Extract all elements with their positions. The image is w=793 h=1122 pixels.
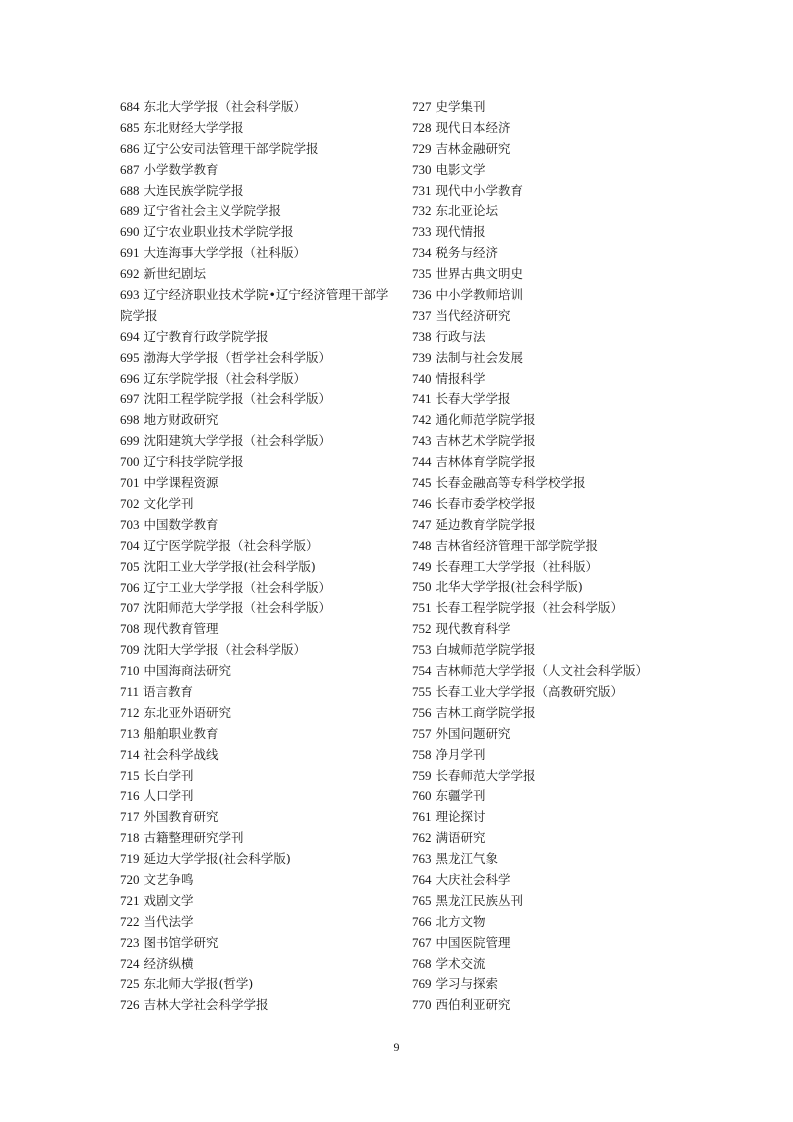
entry-number: 767 <box>412 934 432 950</box>
journal-title: 沈阳工业大学学报(社会科学版) <box>143 558 316 574</box>
journal-title: 大连民族学院学报 <box>143 182 244 198</box>
entry-number: 742 <box>412 412 432 428</box>
journal-entry <box>412 724 702 745</box>
entry-number: 689 <box>120 203 140 219</box>
journal-title: 法制与社会发展 <box>435 349 524 365</box>
journal-entry <box>412 327 702 348</box>
entry-number: 766 <box>412 913 432 929</box>
entry-number: 725 <box>120 976 140 992</box>
journal-title: 外国问题研究 <box>435 725 511 741</box>
journal-entry <box>412 640 702 661</box>
entry-number: 714 <box>120 746 140 762</box>
entry-number: 763 <box>412 851 432 867</box>
journal-entry <box>120 995 400 1016</box>
journal-title: 戏剧文学 <box>143 892 194 908</box>
entry-number: 769 <box>412 976 432 992</box>
journal-entry <box>412 389 702 410</box>
entry-number: 751 <box>412 600 432 616</box>
journal-entry <box>120 724 400 745</box>
journal-entry <box>412 160 702 181</box>
entry-number: 750 <box>412 579 432 595</box>
journal-entry <box>120 661 400 682</box>
journal-title: 通化师范学院学报 <box>435 412 536 428</box>
entry-number: 733 <box>412 224 432 240</box>
entry-number: 749 <box>412 558 432 574</box>
journal-entry <box>412 849 702 870</box>
journal-entry <box>412 410 702 431</box>
journal-entry <box>412 995 702 1016</box>
journal-title: 学术交流 <box>435 955 486 971</box>
journal-entry <box>120 389 400 410</box>
journal-entry <box>412 536 702 557</box>
journal-title: 吉林体育学院学报 <box>435 454 536 470</box>
journal-entry <box>412 912 702 933</box>
journal-entry <box>412 891 702 912</box>
journal-title: 长春理工大学学报（社科版） <box>435 558 599 574</box>
entry-number: 697 <box>120 391 140 407</box>
entry-number: 707 <box>120 600 140 616</box>
journal-entry <box>412 473 702 494</box>
journal-entry <box>120 703 400 724</box>
journal-title: 现代教育科学 <box>435 621 511 637</box>
entry-number: 748 <box>412 537 432 553</box>
journal-title: 长春市委学校学报 <box>435 495 536 511</box>
entry-number: 741 <box>412 391 432 407</box>
journal-title: 船舶职业教育 <box>143 725 219 741</box>
journal-title: 中国海商法研究 <box>143 663 232 679</box>
journal-entry <box>120 452 400 473</box>
journal-entry <box>120 954 400 975</box>
journal-title: 沈阳工程学院学报（社会科学版） <box>143 391 332 407</box>
entry-number: 761 <box>412 809 432 825</box>
journal-title: 学习与探索 <box>435 976 499 992</box>
journal-title: 东北亚外语研究 <box>143 704 232 720</box>
entry-number: 698 <box>120 412 140 428</box>
journal-entry <box>120 578 400 599</box>
journal-entry <box>120 264 400 285</box>
journal-entry <box>120 118 400 139</box>
journal-title: 理论探讨 <box>435 809 486 825</box>
journal-entry <box>120 598 400 619</box>
journal-title: 北方文物 <box>435 913 486 929</box>
journal-title: 净月学刊 <box>435 746 486 762</box>
journal-title: 世界古典文明史 <box>435 266 524 282</box>
journal-entry <box>120 139 400 160</box>
journal-title: 长春师范大学学报 <box>435 767 536 783</box>
entry-number: 693 <box>120 287 140 303</box>
entry-number: 762 <box>412 830 432 846</box>
entry-number: 743 <box>412 433 432 449</box>
entry-number: 688 <box>120 182 140 198</box>
journal-title: 图书馆学研究 <box>143 934 219 950</box>
journal-title: 现代教育管理 <box>143 621 219 637</box>
journal-title: 电影文学 <box>435 161 486 177</box>
journal-entry <box>412 243 702 264</box>
journal-title: 大连海事大学学报（社科版） <box>143 245 307 261</box>
journal-entry <box>120 912 400 933</box>
entry-number: 722 <box>120 913 140 929</box>
entry-number: 699 <box>120 433 140 449</box>
journal-title: 古籍整理研究学刊 <box>143 830 244 846</box>
entry-number: 757 <box>412 725 432 741</box>
journal-title: 行政与法 <box>435 328 486 344</box>
journal-entry <box>412 118 702 139</box>
journal-entry <box>412 682 702 703</box>
entry-number: 768 <box>412 955 432 971</box>
entry-number: 723 <box>120 934 140 950</box>
journal-title: 辽宁农业职业技术学院学报 <box>143 224 294 240</box>
entry-number: 710 <box>120 663 140 679</box>
journal-title: 延边教育学院学报 <box>435 516 536 532</box>
journal-entry <box>120 807 400 828</box>
journal-entry <box>412 786 702 807</box>
entry-number: 724 <box>120 955 140 971</box>
journal-title: 沈阳师范大学学报（社会科学版） <box>143 600 332 616</box>
journal-title: 现代日本经济 <box>435 119 511 135</box>
journal-title: 满语研究 <box>435 830 486 846</box>
journal-entry <box>412 97 702 118</box>
journal-entry <box>412 703 702 724</box>
entry-number: 737 <box>412 307 432 323</box>
entry-number: 719 <box>120 851 140 867</box>
journal-title: 渤海大学学报（哲学社会科学版） <box>143 349 332 365</box>
journal-entry <box>120 974 400 995</box>
journal-title: 地方财政研究 <box>143 412 219 428</box>
journal-entry <box>120 222 400 243</box>
entry-number: 770 <box>412 997 432 1013</box>
journal-entry <box>412 306 702 327</box>
journal-title: 语言教育 <box>143 683 194 699</box>
journal-title: 中国医院管理 <box>435 934 511 950</box>
journal-title: 税务与经济 <box>435 245 499 261</box>
journal-title: 辽宁经济职业技术学院•辽宁经济管理干部学院学报 <box>120 287 389 323</box>
entry-number: 706 <box>120 579 140 595</box>
journal-title: 史学集刊 <box>435 99 486 114</box>
journal-entry <box>120 682 400 703</box>
entry-number: 720 <box>120 871 140 887</box>
journal-entry <box>412 515 702 536</box>
journal-title: 中学课程资源 <box>143 475 219 491</box>
entry-number: 708 <box>120 621 140 637</box>
journal-title: 西伯利亚研究 <box>435 997 511 1013</box>
journal-title: 中国数学教育 <box>143 516 219 532</box>
journal-entry <box>412 954 702 975</box>
journal-entry <box>412 431 702 452</box>
entry-number: 753 <box>412 642 432 658</box>
journal-entry <box>120 849 400 870</box>
journal-title: 黑龙江气象 <box>435 851 499 867</box>
journal-entry <box>412 870 702 891</box>
journal-title: 大庆社会科学 <box>435 871 511 887</box>
entry-number: 730 <box>412 161 432 177</box>
journal-title: 吉林工商学院学报 <box>435 704 536 720</box>
journal-entry <box>120 515 400 536</box>
journal-entry <box>412 222 702 243</box>
entry-number: 744 <box>412 454 432 470</box>
journal-title: 长春工程学院学报（社会科学版） <box>435 600 624 616</box>
journal-title: 沈阳大学学报（社会科学版） <box>143 642 307 658</box>
entry-number: 732 <box>412 203 432 219</box>
entry-number: 684 <box>120 99 140 114</box>
entry-number: 711 <box>120 683 140 699</box>
journal-entry <box>120 745 400 766</box>
entry-number: 755 <box>412 683 432 699</box>
journal-title: 吉林省经济管理干部学院学报 <box>435 537 599 553</box>
journal-entry <box>412 494 702 515</box>
journal-entry <box>120 410 400 431</box>
journal-entry <box>120 766 400 787</box>
entry-number: 690 <box>120 224 140 240</box>
journal-title: 长春工业大学学报（高教研究版） <box>435 683 624 699</box>
journal-entry <box>120 285 400 327</box>
entry-number: 734 <box>412 245 432 261</box>
journal-entry <box>120 786 400 807</box>
journal-title: 吉林大学社会科学学报 <box>143 997 269 1013</box>
journal-entry <box>120 97 400 118</box>
entry-number: 685 <box>120 119 140 135</box>
entry-number: 687 <box>120 161 140 177</box>
entry-number: 692 <box>120 266 140 282</box>
journal-title: 辽宁公安司法管理干部学院学报 <box>143 140 319 156</box>
journal-entry <box>412 577 702 598</box>
journal-title: 东北亚论坛 <box>435 203 499 219</box>
journal-entry <box>120 640 400 661</box>
journal-title: 小学数学教育 <box>143 161 219 177</box>
journal-entry <box>412 745 702 766</box>
entry-number: 696 <box>120 370 140 386</box>
entry-number: 716 <box>120 788 140 804</box>
journal-title: 长春大学学报 <box>435 391 511 407</box>
entry-number: 765 <box>412 892 432 908</box>
entry-number: 694 <box>120 328 140 344</box>
journal-title: 东北师大学报(哲学) <box>143 976 254 992</box>
entry-number: 705 <box>120 558 140 574</box>
journal-title: 当代经济研究 <box>435 307 511 323</box>
journal-entry <box>412 285 702 306</box>
entry-number: 735 <box>412 266 432 282</box>
entry-number: 703 <box>120 516 140 532</box>
journal-title: 辽宁医学院学报（社会科学版） <box>143 537 319 553</box>
entry-number: 727 <box>412 99 432 114</box>
entry-number: 731 <box>412 182 432 198</box>
entry-number: 709 <box>120 642 140 658</box>
journal-title: 辽宁教育行政学院学报 <box>143 328 269 344</box>
journal-title: 情报科学 <box>435 370 486 386</box>
journal-entry <box>120 494 400 515</box>
journal-entry <box>412 619 702 640</box>
journal-entry <box>412 974 702 995</box>
journal-entry <box>120 327 400 348</box>
journal-title: 吉林金融研究 <box>435 140 511 156</box>
journal-entry <box>120 431 400 452</box>
entry-number: 736 <box>412 287 432 303</box>
journal-title: 东北大学学报（社会科学版） <box>143 99 307 114</box>
journal-title: 长白学刊 <box>143 767 194 783</box>
journal-entry <box>412 348 702 369</box>
journal-title: 沈阳建筑大学学报（社会科学版） <box>143 433 332 449</box>
entry-number: 695 <box>120 349 140 365</box>
journal-title: 东疆学刊 <box>435 788 486 804</box>
entry-number: 702 <box>120 495 140 511</box>
entry-number: 691 <box>120 245 140 261</box>
journal-title: 现代情报 <box>435 224 486 240</box>
entry-number: 760 <box>412 788 432 804</box>
journal-entry <box>120 891 400 912</box>
entry-number: 745 <box>412 475 432 491</box>
journal-entry <box>120 619 400 640</box>
entry-number: 756 <box>412 704 432 720</box>
entry-number: 717 <box>120 809 140 825</box>
journal-title: 中小学教师培训 <box>435 287 524 303</box>
entry-number: 726 <box>120 997 140 1013</box>
entry-number: 701 <box>120 475 140 491</box>
journal-entry <box>412 598 702 619</box>
journal-title: 吉林师范大学学报（人文社会科学版） <box>435 663 649 679</box>
journal-entry <box>412 369 702 390</box>
journal-entry <box>120 473 400 494</box>
entry-number: 729 <box>412 140 432 156</box>
entry-number: 700 <box>120 454 140 470</box>
journal-title: 文艺争鸣 <box>143 871 194 887</box>
journal-title: 辽东学院学报（社会科学版） <box>143 370 307 386</box>
journal-entry <box>120 243 400 264</box>
journal-entry <box>120 348 400 369</box>
journal-title: 人口学刊 <box>143 788 194 804</box>
journal-entry <box>120 933 400 954</box>
entry-number: 739 <box>412 349 432 365</box>
journal-title: 社会科学战线 <box>143 746 219 762</box>
journal-entry <box>412 452 702 473</box>
journal-entry <box>120 536 400 557</box>
journal-entry <box>412 807 702 828</box>
entry-number: 759 <box>412 767 432 783</box>
journal-title: 黑龙江民族丛刊 <box>435 892 524 908</box>
journal-entry <box>412 661 702 682</box>
entry-number: 764 <box>412 871 432 887</box>
journal-title: 经济纵横 <box>143 955 194 971</box>
entry-number: 752 <box>412 621 432 637</box>
entry-number: 686 <box>120 140 140 156</box>
entry-number: 738 <box>412 328 432 344</box>
entry-number: 747 <box>412 516 432 532</box>
journal-title: 吉林艺术学院学报 <box>435 433 536 449</box>
journal-title: 辽宁省社会主义学院学报 <box>143 203 282 219</box>
journal-title: 长春金融高等专科学校学报 <box>435 475 586 491</box>
entry-number: 713 <box>120 725 140 741</box>
entry-number: 718 <box>120 830 140 846</box>
journal-title: 现代中小学教育 <box>435 182 524 198</box>
journal-list-left <box>120 97 400 1016</box>
journal-entry <box>120 369 400 390</box>
entry-number: 728 <box>412 119 432 135</box>
journal-entry <box>120 828 400 849</box>
journal-entry <box>120 160 400 181</box>
journal-entry <box>120 181 400 202</box>
entry-number: 712 <box>120 704 140 720</box>
page-number: 9 <box>393 1040 400 1054</box>
journal-title: 外国教育研究 <box>143 809 219 825</box>
journal-title: 北华大学学报(社会科学版) <box>435 579 583 595</box>
journal-entry <box>412 828 702 849</box>
journal-entry <box>412 766 702 787</box>
journal-title: 白城师范学院学报 <box>435 642 536 658</box>
journal-entry <box>412 557 702 578</box>
journal-title: 辽宁工业大学学报（社会科学版） <box>143 579 332 595</box>
journal-title: 新世纪剧坛 <box>143 266 207 282</box>
journal-title: 文化学刊 <box>143 495 194 511</box>
entry-number: 740 <box>412 370 432 386</box>
entry-number: 758 <box>412 746 432 762</box>
journal-entry <box>120 870 400 891</box>
entry-number: 746 <box>412 495 432 511</box>
journal-title: 延边大学学报(社会科学版) <box>143 851 291 867</box>
journal-entry <box>412 201 702 222</box>
journal-list-right <box>412 97 702 1016</box>
journal-entry <box>120 557 400 578</box>
entry-number: 754 <box>412 663 432 679</box>
journal-entry <box>120 201 400 222</box>
journal-entry <box>412 181 702 202</box>
entry-number: 715 <box>120 767 140 783</box>
journal-title: 当代法学 <box>143 913 194 929</box>
journal-entry <box>412 139 702 160</box>
journal-title: 辽宁科技学院学报 <box>143 454 244 470</box>
journal-entry <box>412 264 702 285</box>
entry-number: 704 <box>120 537 140 553</box>
journal-title: 东北财经大学学报 <box>143 119 244 135</box>
entry-number: 721 <box>120 892 140 908</box>
journal-entry <box>412 933 702 954</box>
